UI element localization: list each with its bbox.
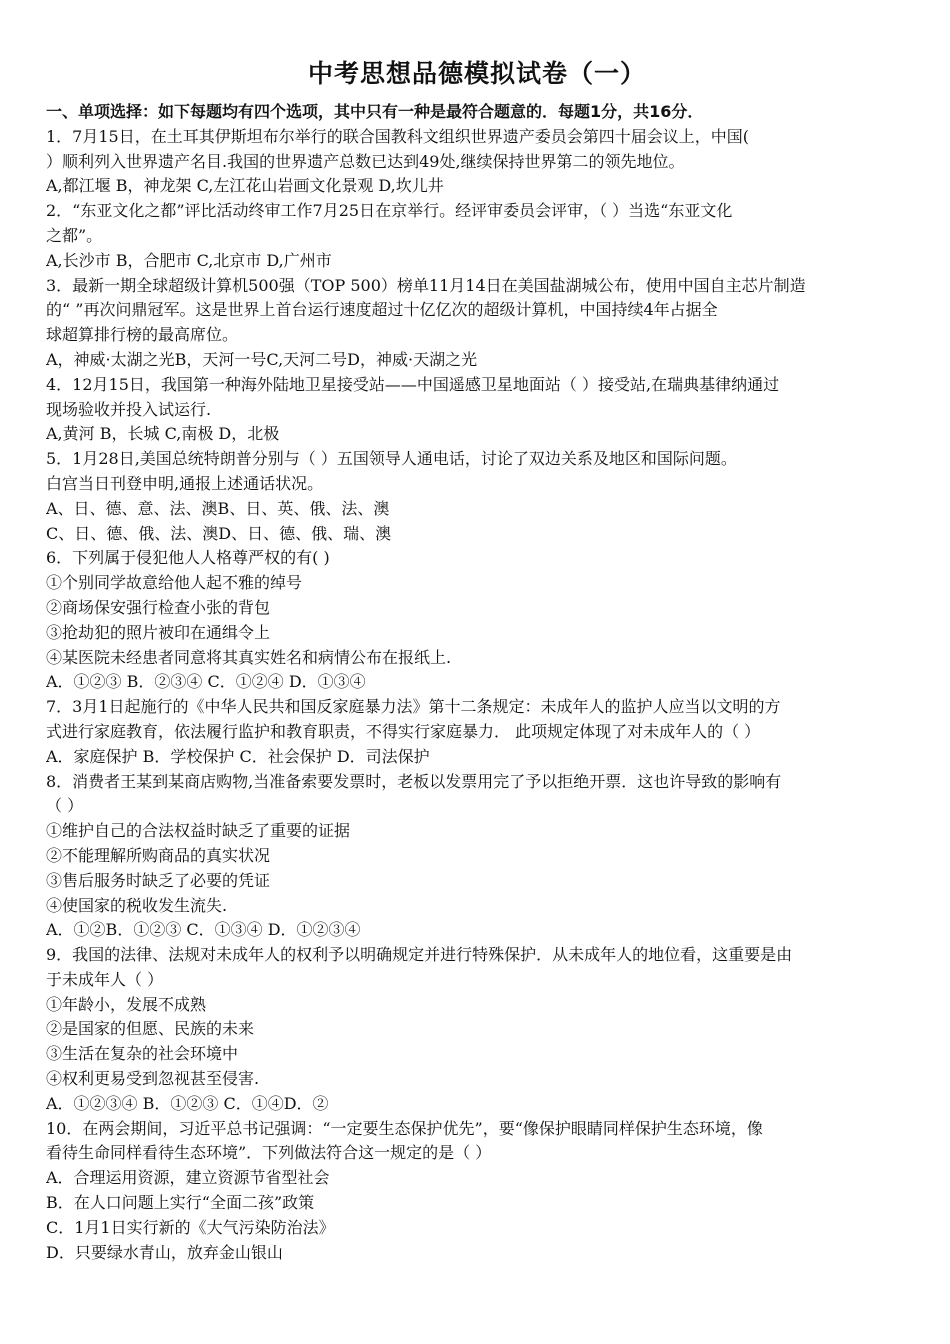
text-line: A．①②B．①②③ C．①③④ D．①②③④ (46, 920, 361, 940)
text-line: 6．下列属于侵犯他人人格尊严权的有( ) (46, 548, 330, 568)
text-line: ①维护自己的合法权益时缺乏了重要的证据 (46, 821, 351, 841)
text-line: A、日、德、意、法、澳B、日、英、俄、法、澳 (46, 498, 390, 518)
text-line: A,黄河 B，长城 C,南极 D，北极 (46, 424, 280, 444)
text-line: A．合理运用资源，建立资源节省型社会 (46, 1168, 330, 1188)
text-line: ②商场保安强行检查小张的背包 (46, 597, 271, 617)
text-line: ③抢劫犯的照片被印在通缉令上 (46, 622, 271, 642)
text-line: 3．最新一期全球超级计算机500强（TOP 500）榜单11月14日在美国盐湖城公布，使用中国自主芯片制造 (46, 275, 806, 295)
exam-title: 中考思想品德模拟试卷（一） (307, 59, 646, 88)
text-line: ④权利更易受到忽视甚至侵害. (46, 1069, 260, 1089)
text-line: 式进行家庭教育，依法履行监护和教育职责，不得实行家庭暴力． 此项规定体现了对未成年人的（ ） (46, 721, 761, 741)
text-line: 7．3月1日起施行的《中华人民共和国反家庭暴力法》第十二条规定：未成年人的监护人应当以文明的方 (46, 697, 781, 717)
text-line: 5．1月28日,美国总统特朗普分别与（ ）五国领导人通电话，讨论了双边关系及地区和国际问题。 (46, 449, 737, 469)
text-line: （ ） (46, 796, 84, 816)
text-line: 球超算排行榜的最高席位。 (46, 325, 239, 345)
text-line: 现场验收并投入试运行. (46, 399, 212, 419)
text-line: 之都”。 (46, 225, 103, 245)
text-line: 4．12月15日，我国第一种海外陆地卫星接受站——中国遥感卫星地面站（ ）接受站,在瑞典基律纳通过 (46, 374, 780, 394)
text-line: 白宫当日刊登申明,通报上述通话状况。 (46, 473, 324, 493)
section-heading-single-choice: 一、单项选择：如下每题均有四个选项，其中只有一种是最符合题意的．每题1分，共16分． (46, 102, 704, 121)
text-line: ④使国家的税收发生流失. (46, 895, 228, 915)
text-line: ④某医院未经患者同意将其真实姓名和病情公布在报纸上. (46, 647, 452, 667)
text-line: 1．7月15日，在土耳其伊斯坦布尔举行的联合国教科文组织世界遗产委员会第四十届会议上，中国( (46, 126, 749, 146)
text-line: 10．在两会期间，习近平总书记强调：“一定要生态保护优先”，要“像保护眼睛同样保护生态环境，像 (46, 1118, 763, 1138)
text-line: ③生活在复杂的社会环境中 (46, 1044, 239, 1064)
text-line: 2．“东亚文化之都”评比活动终审工作7月25日在京举行。经评审委员会评审，（ ）当选“东亚文化 (46, 201, 733, 221)
exam-page (46, 54, 908, 1265)
text-line: C、日、德、俄、法、澳D、日、德、俄、瑞、澳 (46, 523, 392, 543)
text-line: B．在人口问题上实行“全面二孩”政策 (46, 1193, 315, 1213)
text-line: 9．我国的法律、法规对未成年人的权利予以明确规定并进行特殊保护．从未成年人的地位看，这重要是由 (46, 945, 793, 965)
text-line: A,都江堰 B，神龙架 C,左江花山岩画文化景观 D,坎儿井 (46, 176, 444, 196)
text-line: ②是国家的但愿、民族的未来 (46, 1019, 255, 1039)
text-line: C．1月1日实行新的《大气污染防治法》 (46, 1217, 335, 1237)
text-line: ①个别同学故意给他人起不雅的绰号 (46, 573, 303, 593)
text-line: A．①②③④ B．①②③ C．①④D．② (46, 1093, 329, 1113)
text-line: A．家庭保护 B．学校保护 C．社会保护 D．司法保护 (46, 746, 430, 766)
question-lines (46, 125, 908, 1266)
text-line: A，神威·太湖之光B，天河一号C,天河二号D，神威·天湖之光 (46, 349, 478, 369)
text-line: ③售后服务时缺乏了必要的凭证 (46, 870, 271, 890)
text-line: A．①②③ B．②③④ C．①②④ D．①③④ (46, 672, 366, 692)
text-line: D．只要绿水青山，放弃金山银山 (46, 1242, 283, 1262)
text-line: ）顺利列入世界遗产名目.我国的世界遗产总数已达到49处,继续保持世界第二的领先地位。 (46, 151, 685, 171)
text-line: 8．消费者王某到某商店购物,当准备索要发票时，老板以发票用完了予以拒绝开票．这也许导致的影响有 (46, 771, 782, 791)
text-line: 看待生命同样看待生态环境”．下列做法符合这一规定的是（ ） (46, 1143, 492, 1163)
text-line: ①年龄小，发展不成熟 (46, 994, 207, 1014)
text-line: 的“ ”再次问鼎冠军。这是世界上首台运行速度超过十亿亿次的超级计算机，中国持续4年占据全 (46, 300, 718, 320)
text-line: ②不能理解所购商品的真实状况 (46, 845, 271, 865)
text-line: A,长沙市 B，合肥市 C,北京市 D,广州市 (46, 250, 332, 270)
text-line: 于未成年人（ ） (46, 969, 164, 989)
